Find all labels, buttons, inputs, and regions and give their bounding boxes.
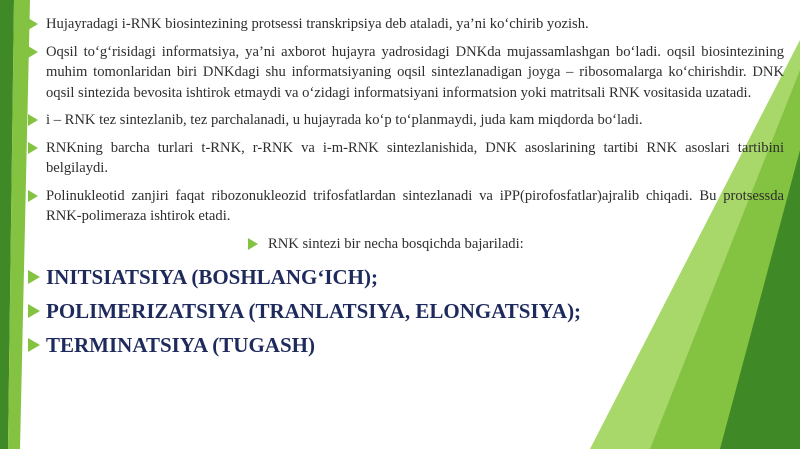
- paragraph-transcription: [28, 14, 784, 35]
- bullet-arrow-icon: [28, 338, 40, 352]
- slide-content: [28, 14, 784, 362]
- bullet-arrow-icon: [28, 190, 38, 202]
- bullet-arrow-icon: [248, 238, 258, 250]
- bullet-arrow-icon: [28, 18, 38, 30]
- paragraph-text: Polinukleotid zanjiri faqat ribozonukleozid trifosfatlardan sintezlanadi va iPP(pirofosfatlar)ajralib chiqadi. Bu protsessda RNK-polimeraza ishtirok etadi.: [46, 187, 784, 224]
- bullet-arrow-icon: [28, 142, 38, 154]
- stages-intro: [28, 234, 784, 254]
- bullet-arrow-icon: [28, 270, 40, 284]
- paragraph-text: Hujayradagi i-RNK biosintezining protsessi transkripsiya deb ataladi, ya’ni ko‘chirib yozish.: [46, 16, 589, 32]
- stages-intro-text: RNK sintezi bir necha bosqichda bajariladi:: [268, 235, 524, 252]
- bullet-arrow-icon: [28, 304, 40, 318]
- paragraph-text: i – RNK tez sintezlanib, tez parchalanadi, u hujayrada ko‘p to‘planmaydi, juda kam miqdorda bo‘ladi.: [46, 112, 643, 128]
- stage-text: TERMINATSIYA (TUGASH): [46, 332, 315, 357]
- stage-polymerization: [28, 294, 784, 328]
- bullet-arrow-icon: [28, 46, 38, 58]
- paragraph-irnk: [28, 110, 784, 131]
- paragraph-text: Oqsil to‘g‘risidagi informatsiya, ya’ni axborot hujayra yadrosidagi DNKda mujassamlashgan bo‘ladi. oqsil biosintezining muhim tomonlaridan biri DNKdagi shu informatsiyaning oqsil sintezlanadigan joyga – ribosomalarga ko‘chirishdir. DNK oqsil sintezida bevosita ishtirok etmaydi va o‘zidagi informatsiyani informatsion yoki matritsali RNK vositasida uzatadi.: [46, 43, 784, 101]
- bullet-arrow-icon: [28, 114, 38, 126]
- stage-text: INITSIATSIYA (BOSHLANG‘ICH);: [46, 264, 379, 289]
- paragraph-polynucleotide: [28, 186, 784, 227]
- paragraph-information: [28, 42, 784, 104]
- stage-termination: [28, 328, 784, 362]
- paragraph-text: RNKning barcha turlari t-RNK, r-RNK va i-m-RNK sintezlanishida, DNK asoslarining tartibi RNK asoslari tartibini belgilaydi.: [46, 139, 784, 176]
- stage-initiation: [28, 260, 784, 294]
- paragraph-rnk-types: [28, 138, 784, 179]
- stage-text: POLIMERIZATSIYA (TRANLATSIYA, ELONGATSIYA);: [46, 298, 582, 323]
